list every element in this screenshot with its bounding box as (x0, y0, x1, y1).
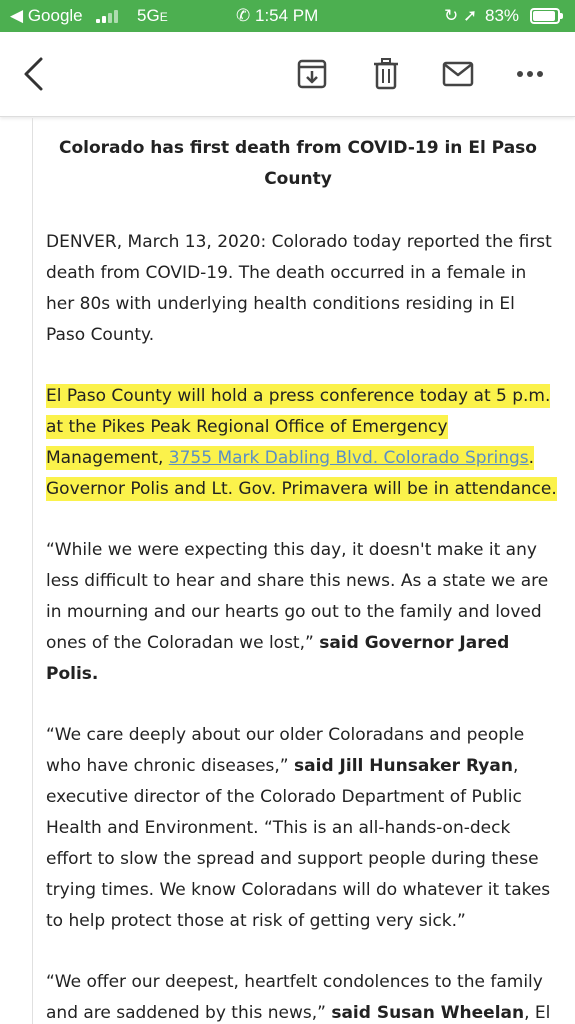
paragraph-wheelan-quote: “We offer our deepest, heartfelt condolences to the family and are saddened by this news,” said Susan Wheelan, El (46, 972, 551, 1023)
attribution-ryan: said Jill Hunsaker Ryan (294, 756, 513, 776)
status-bar (0, 0, 575, 32)
attribution-wheelan: said Susan Wheelan (331, 1003, 525, 1023)
battery-percent: 83% (485, 6, 520, 25)
paragraph-press-conference (46, 381, 558, 505)
back-button[interactable] (12, 52, 56, 96)
attribution-polis: said Governor Jared Polis. (46, 633, 510, 684)
status-icons (444, 6, 477, 26)
message-toolbar (0, 32, 575, 117)
signal-strength-icon (96, 9, 122, 23)
back-to-app-indicator[interactable] (10, 6, 83, 26)
address-link[interactable]: 3755 Mark Dabling Blvd. Colorado Springs (168, 448, 529, 468)
screen-lock-icon: ↻ (444, 6, 459, 25)
delete-button[interactable] (364, 52, 408, 96)
paragraph-ryan-quote: “We care deeply about our older Coloradans and people who have chronic diseases,” said Jill Hunsaker Ryan, executive director of the Colorado Department of Public Health and Environment. “This is an all-hands-on-deck effort to slow the spread and support people during these trying times. We know Coloradans will do whatever it takes to help protect those at risk of getting very sick.” (46, 725, 551, 931)
battery-icon (530, 8, 560, 24)
more-icon (516, 70, 544, 78)
mail-icon (442, 61, 474, 87)
back-triangle-icon: ◀ (10, 6, 24, 25)
mark-unread-button[interactable] (436, 52, 480, 96)
more-options-button[interactable] (508, 52, 552, 96)
back-app-label: Google (27, 6, 83, 25)
paragraph-announcement: DENVER, March 13, 2020: Colorado today reported the first death from COVID-19. The death occurred in a female in her 80s with underlying health conditions residing in El Paso County. (46, 232, 552, 345)
highlighted-text: El Paso County will hold a press conference today at 5 p.m. at the Pikes Peak Regional Office of Emergency Management, 3755 Mark Dabling Blvd. Colorado Springs. Governor Polis and Lt. Gov. Primavera will be in attendance. (46, 386, 557, 499)
network-label: 5GE (137, 6, 168, 25)
back-arrow-icon (21, 56, 47, 92)
paragraph-polis-quote: “While we were expecting this day, it doesn't make it any less difficult to hear and share this news. As a state we are in mourning and our hearts go out to the family and loved ones of the Coloradan we lost,” said Governor Jared Polis. (46, 540, 549, 684)
location-icon: ➚ (462, 6, 478, 25)
email-body (32, 118, 575, 1024)
clock: ✆ 1:54 PM (236, 6, 319, 25)
archive-button[interactable] (290, 52, 334, 96)
archive-icon (297, 59, 327, 89)
article-headline: Colorado has first death from COVID-19 in El Paso County (59, 138, 537, 189)
trash-icon (373, 58, 399, 90)
phone-icon: ✆ (236, 6, 251, 25)
